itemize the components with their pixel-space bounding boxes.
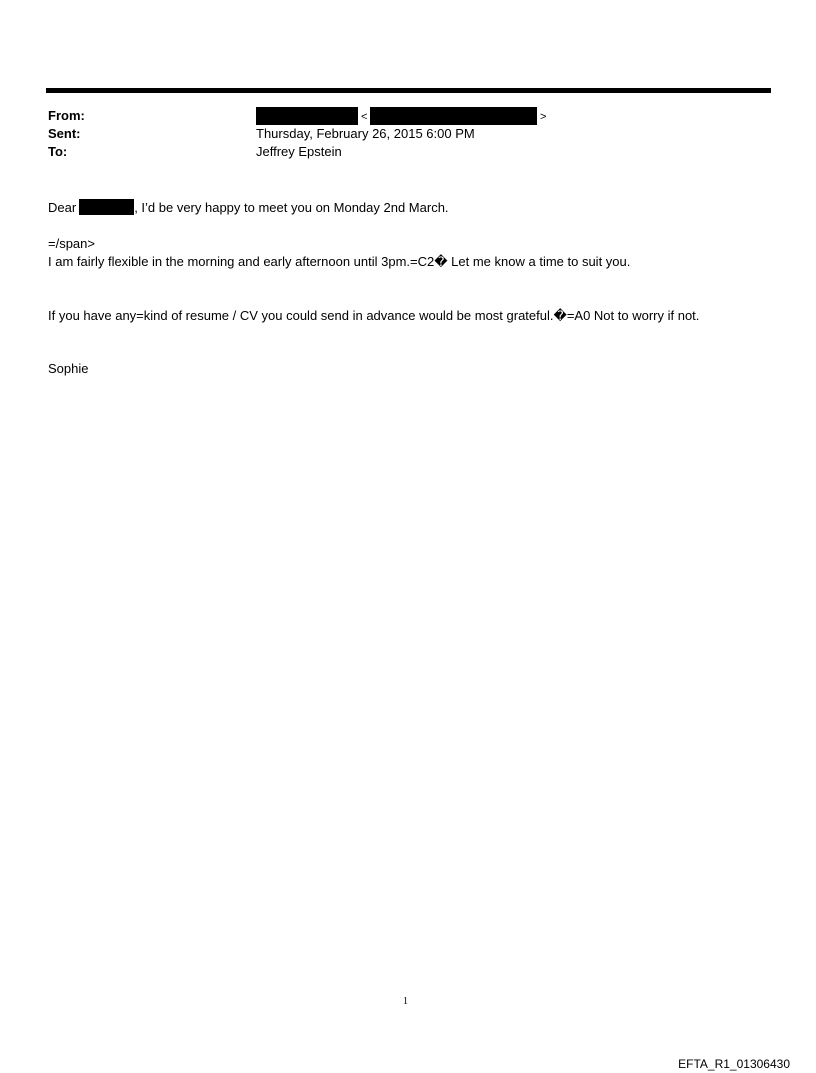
page-number: 1 bbox=[403, 996, 408, 1007]
from-label: From: bbox=[48, 108, 85, 123]
from-close-angle: > bbox=[540, 111, 547, 123]
recipient-name-redaction bbox=[79, 199, 134, 215]
sent-label: Sent: bbox=[48, 126, 81, 141]
header-rule bbox=[46, 88, 771, 93]
to-label: To: bbox=[48, 144, 68, 159]
greeting-rest: , I’d be very happy to meet you on Monday 2nd March. bbox=[134, 200, 449, 215]
signature: Sophie bbox=[48, 361, 89, 376]
sent-value: Thursday, February 26, 2015 6:00 PM bbox=[256, 126, 475, 141]
availability-line: I am fairly flexible in the morning and early afternoon until 3pm.=C2� Let me know a time to suit you. bbox=[48, 254, 631, 269]
document-id: EFTA_R1_01306430 bbox=[678, 1057, 790, 1071]
greeting-prefix: Dear bbox=[48, 200, 77, 215]
greeting-line bbox=[48, 199, 449, 216]
from-email-redaction bbox=[370, 107, 537, 125]
to-value: Jeffrey Epstein bbox=[256, 144, 342, 159]
from-name-redaction bbox=[256, 107, 358, 125]
resume-line: If you have any=kind of resume / CV you could send in advance would be most grateful.�=A0 Not to worry if not. bbox=[48, 308, 700, 323]
artifact-line: =/span> bbox=[48, 236, 95, 251]
from-open-angle: < bbox=[361, 111, 368, 123]
